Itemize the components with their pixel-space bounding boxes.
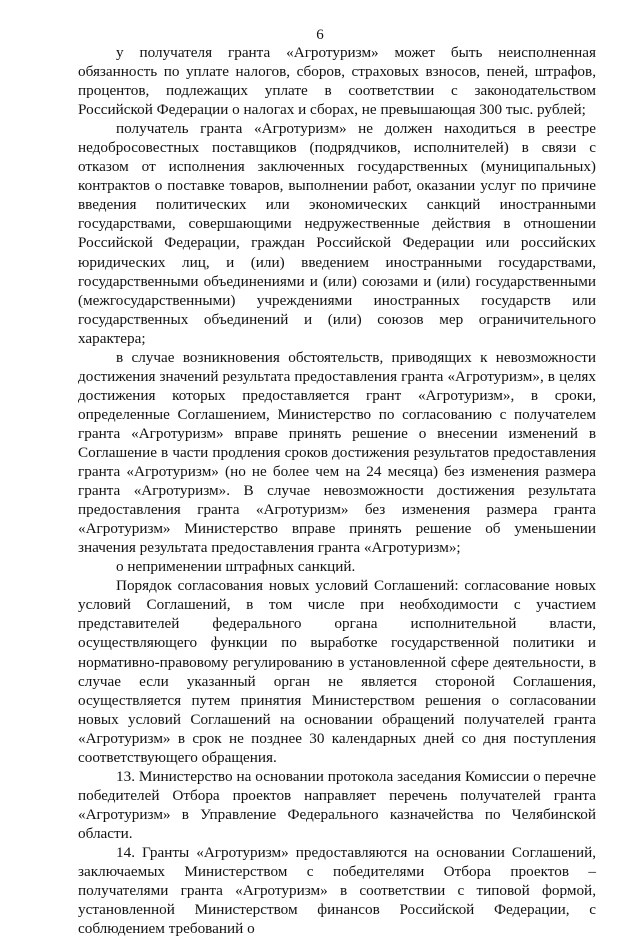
paragraph-agreement-approval-procedure: Порядок согласования новых условий Соглашений: согласование новых условий Соглашений, в том числе при необходимости с участием представителей федерального органа исполнительной власти, осуществляющего функции по выработке государственной политики и нормативно-правовому регулированию в установленной сфере деятельности, в случае если указанный орган не является стороной Соглашения, осуществляется путем принятия Министерством решения о согласовании новых условий Соглашений на основании обращений получателей гранта «Агротуризм» в срок не позднее 30 календарных дней со дня поступления соответствующего обращения. <box>78 577 596 766</box>
paragraph-item-14: 14. Гранты «Агротуризм» предоставляются на основании Соглашений, заключаемых Министерством с победителями Отбора проектов – получателями гранта «Агротуризм» в соответствии с типовой формой, установленной Министерством финансов Российской Федерации, с соблюдением требований о <box>78 843 596 938</box>
paragraph-tax-obligation: у получателя гранта «Агротуризм» может быть неисполненная обязанность по уплате налогов, сборов, страховых взносов, пеней, штрафов, процентов, подлежащих уплате в соответствии с законодательством Российской Федерации о налогах и сборах, не превышающая 300 тыс. рублей; <box>78 44 596 119</box>
page-number: 6 <box>316 27 324 43</box>
document-body <box>78 43 596 938</box>
paragraph-item-13: 13. Министерство на основании протокола заседания Комиссии о перечне победителей Отбора проектов направляет перечень получателей гранта «Агротуризм» в Управление Федерального казначейства по Челябинской области. <box>78 767 596 842</box>
paragraph-circumstances-agreement-change: в случае возникновения обстоятельств, приводящих к невозможности достижения значений результата предоставления гранта «Агротуризм», в целях достижения которых предоставляется грант «Агротуризм», в сроки, определенные Соглашением, Министерство по согласованию с получателем гранта «Агротуризм» вправе принять решение о внесении изменений в Соглашение в части продления сроков достижения результатов предоставления гранта «Агротуризм» (но не более чем на 24 месяца) без изменения размера гранта «Агротуризм». В случае невозможности достижения результата предоставления гранта «Агротуризм» без изменения размера гранта «Агротуризм» Министерство вправе принять решение об уменьшении значения результата предоставления гранта «Агротуризм»; <box>78 348 596 557</box>
paragraph-no-penalties: о неприменении штрафных санкций. <box>116 558 356 576</box>
paragraph-unreliable-suppliers-registry: получатель гранта «Агротуризм» не должен находиться в реестре недобросовестных поставщиков (подрядчиков, исполнителей) в связи с отказом от исполнения заключенных государственных (муниципальных) контрактов о поставке товаров, выполнении работ, оказании услуг по причине введения политических или экономических санкций иностранными государствами, совершающими недружественные действия в отношении Российской Федерации, граждан Российской Федерации или российских юридических лиц, и (или) введением иностранными государствами, государственными объединениями и (или) союзами и (или) государственными (межгосударственными) учреждениями иностранных государств или государственных объединений и (или) союзов мер ограничительного характера; <box>78 120 596 347</box>
